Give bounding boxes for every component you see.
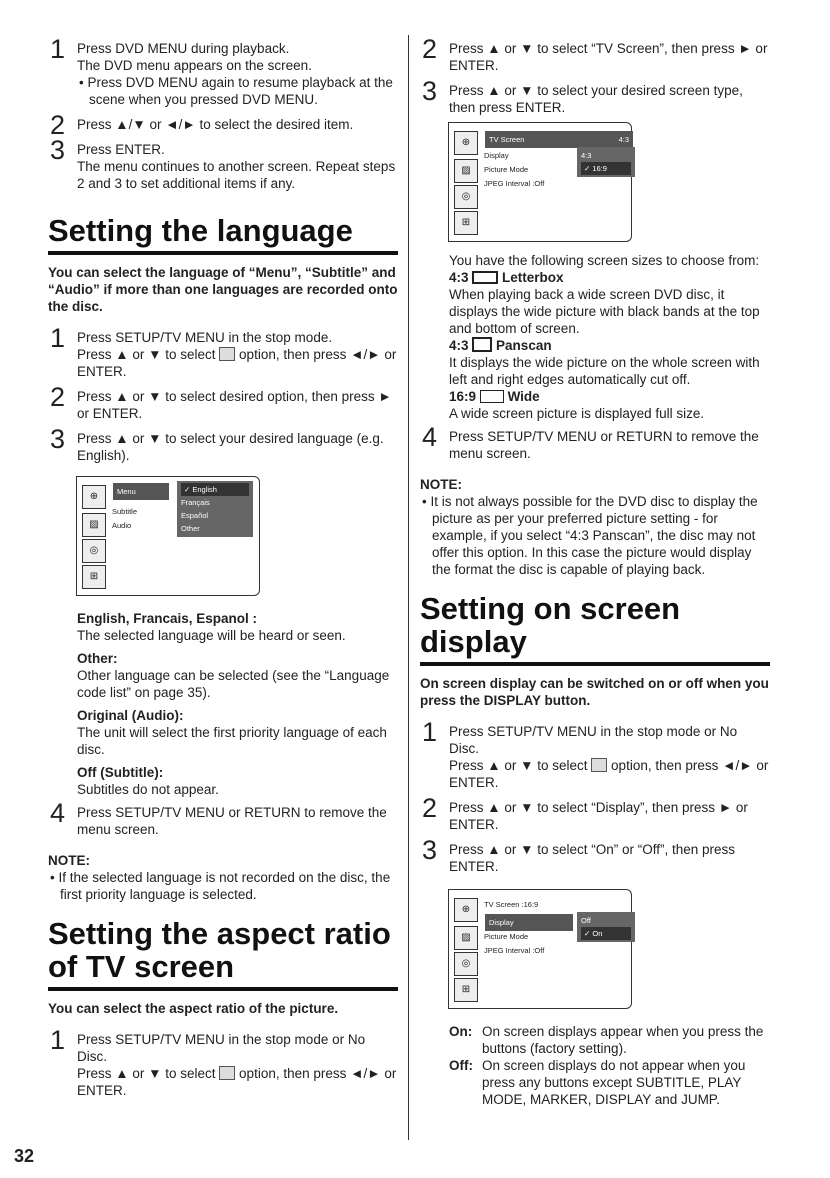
aspect-step-2 xyxy=(420,34,770,74)
term: Original (Audio): xyxy=(77,708,184,723)
step-text-part: option, then press ◄/► or ENTER. xyxy=(77,347,397,379)
sizes-intro: You have the following screen sizes to choose from: xyxy=(449,253,760,268)
section-lead: You can select the aspect ratio of the picture. xyxy=(48,1001,339,1016)
step-text: Press ▲/▼ or ◄/► to select the desired item. xyxy=(77,117,354,132)
note-heading: NOTE: xyxy=(48,853,90,868)
lang-step-1 xyxy=(48,323,398,380)
term-desc: Subtitles do not appear. xyxy=(77,782,219,797)
menu-items-lower xyxy=(484,930,544,958)
menu-items xyxy=(112,505,137,533)
lang-step-2 xyxy=(48,382,398,422)
option-selected: ✓ 16:9 xyxy=(581,162,631,175)
step-text: Press ENTER. xyxy=(77,142,165,157)
option-label: 16:9 xyxy=(592,164,607,173)
size-panscan xyxy=(449,337,770,354)
picture-icon xyxy=(591,758,607,772)
step-number: 1 xyxy=(50,323,66,353)
step-text: Press ▲ or ▼ to select desired option, then press ► or ENTER. xyxy=(77,389,392,421)
menu-item: JPEG Interval :Off xyxy=(484,179,545,188)
right-column xyxy=(420,34,770,1108)
menu-item: TV Screen xyxy=(489,135,525,144)
screen-sizes xyxy=(420,252,770,422)
step-number: 3 xyxy=(50,424,66,454)
aspect-step-1 xyxy=(48,1025,398,1099)
size-name: Letterbox xyxy=(502,270,564,285)
menu-label: Menu xyxy=(117,487,136,496)
aspect-step-4 xyxy=(420,422,770,462)
settings-icon: ⊞ xyxy=(454,978,478,1002)
term-on xyxy=(449,1023,770,1057)
display-row xyxy=(485,914,573,931)
size-wide xyxy=(449,388,770,405)
step-number: 3 xyxy=(422,835,438,865)
term-desc: Other language can be selected (see the “Language code list” on page 35). xyxy=(77,668,390,700)
step-text-part: option, then press ◄/► or ENTER. xyxy=(77,1066,397,1098)
column-divider xyxy=(408,35,409,1140)
step-text: Press ▲ or ▼ to select your desired language (e.g. English). xyxy=(77,431,384,463)
menu-header xyxy=(113,483,169,500)
step-number: 2 xyxy=(422,34,438,64)
display-menu-screen xyxy=(448,889,632,1009)
option-label: On xyxy=(592,929,603,938)
menu-items xyxy=(484,898,538,912)
option-selected: ✓ On xyxy=(581,927,631,940)
note-text: • It is not always possible for the DVD disc to display the picture as per your preferred picture setting - for example, if you select “4:3 Panscan”, the disc may not offer this option. In this case the picture would display the format the disc is capable of playing back. xyxy=(422,494,758,577)
size-desc: When playing back a wide screen DVD disc, it displays the wide picture with black bands at the top and bottom of screen. xyxy=(449,287,760,336)
step-text-part: option, then press ◄/► or ENTER. xyxy=(449,758,769,790)
step-text-part: Press ▲ or ▼ to select xyxy=(449,758,588,773)
settings-icon: ⊞ xyxy=(82,565,106,589)
page-number: 32 xyxy=(14,1146,35,1166)
size-desc: It displays the wide picture on the whole screen with left and right edges automatically cut off. xyxy=(449,355,760,387)
step-number: 2 xyxy=(422,793,438,823)
menu-item: Picture Mode xyxy=(484,165,529,174)
menu-item: Display xyxy=(484,151,509,160)
term-desc: On screen displays do not appear when you press any buttons except SUBTITLE, PLAY MODE, MARKER, DISPLAY and JUMP. xyxy=(482,1058,746,1107)
term-desc: The unit will select the first priority language of each disc. xyxy=(77,725,387,757)
option: 4:3 xyxy=(581,151,592,160)
osd-step-3 xyxy=(420,835,770,875)
menu-item: JPEG Interval :Off xyxy=(484,946,545,955)
step-number: 1 xyxy=(422,717,438,747)
step-text: Press SETUP/TV MENU in the stop mode. xyxy=(77,330,333,345)
section-title-aspect: Setting the aspect ratio of TV screen xyxy=(48,917,398,991)
picture-icon xyxy=(219,1066,235,1080)
term-desc: On screen displays appear when you press the buttons (factory setting). xyxy=(482,1024,764,1056)
aspect-menu-screen xyxy=(448,122,632,242)
option: Français xyxy=(181,498,210,507)
step-number: 2 xyxy=(50,110,66,140)
lang-step-3 xyxy=(48,424,398,464)
step-text: Press SETUP/TV MENU or RETURN to remove the menu screen. xyxy=(77,805,387,837)
menu-items xyxy=(484,149,544,191)
step-text: Press ▲ or ▼ to select “Display”, then press ► or ENTER. xyxy=(449,800,748,832)
osd-step-2 xyxy=(420,793,770,833)
step-text-part: Press ▲ or ▼ to select xyxy=(77,1066,216,1081)
osd-terms xyxy=(420,1023,770,1108)
step-number: 3 xyxy=(422,76,438,106)
section-lead: On screen display can be switched on or off when you press the DISPLAY button. xyxy=(420,676,769,708)
audio-icon: ◎ xyxy=(454,185,478,209)
option: Other xyxy=(181,524,200,533)
step-number: 4 xyxy=(50,798,66,828)
picture-icon: ▨ xyxy=(454,926,478,950)
menu-item: Display xyxy=(489,918,514,927)
aspect-options xyxy=(577,147,635,177)
language-menu-screen xyxy=(76,476,260,596)
section-title-osd: Setting on screen display xyxy=(420,592,770,666)
left-column xyxy=(48,34,398,1107)
lang-step-4 xyxy=(48,798,398,838)
audio-icon: ◎ xyxy=(82,539,106,563)
tv-screen-row xyxy=(485,131,633,148)
option: Off xyxy=(581,916,591,925)
aspect-step-3 xyxy=(420,76,770,116)
globe-icon: ⊕ xyxy=(454,898,478,922)
term: Off (Subtitle): xyxy=(77,765,164,780)
menu-item: Picture Mode xyxy=(484,932,529,941)
panscan-icon xyxy=(472,337,492,352)
size-letterbox xyxy=(449,269,770,286)
step-number: 1 xyxy=(50,1025,66,1055)
term-off xyxy=(449,1057,770,1108)
menu-item: Subtitle xyxy=(112,507,138,516)
step-1 xyxy=(48,34,398,108)
display-options xyxy=(577,912,635,942)
option-label: English xyxy=(192,485,217,494)
step-text: Press SETUP/TV MENU or RETURN to remove the menu screen. xyxy=(449,429,759,461)
size-ratio: 4:3 xyxy=(449,270,469,285)
wide-icon xyxy=(480,390,504,403)
step-text: Press SETUP/TV MENU in the stop mode or No Disc. xyxy=(77,1032,366,1064)
language-options xyxy=(177,481,253,537)
step-number: 3 xyxy=(50,135,66,165)
step-number: 2 xyxy=(50,382,66,412)
menu-item: TV Screen :16:9 xyxy=(484,900,539,909)
globe-icon xyxy=(219,347,235,361)
step-text: Press DVD MENU during playback. xyxy=(77,41,290,56)
section-lead: You can select the language of “Menu”, “Subtitle” and “Audio” if more than one languages are recorded onto the disc. xyxy=(48,265,398,314)
term: On: xyxy=(449,1024,473,1039)
picture-icon: ▨ xyxy=(82,513,106,537)
option-selected: ✓ English xyxy=(181,483,249,496)
size-ratio: 4:3 xyxy=(449,338,469,353)
term: Off: xyxy=(449,1058,473,1073)
step-desc: The DVD menu appears on the screen. xyxy=(77,58,312,73)
step-bullet: • Press DVD MENU again to resume playback at the scene when you pressed DVD MENU. xyxy=(79,75,393,107)
step-desc: The menu continues to another screen. Repeat steps 2 and 3 to set additional items if any. xyxy=(77,159,396,191)
term-desc: The selected language will be heard or seen. xyxy=(77,628,346,643)
globe-icon: ⊕ xyxy=(82,485,106,509)
step-text: Press ▲ or ▼ to select “On” or “Off”, then press ENTER. xyxy=(449,842,736,874)
step-text-select xyxy=(77,346,398,380)
step-2 xyxy=(48,110,398,140)
audio-icon: ◎ xyxy=(454,952,478,976)
picture-icon: ▨ xyxy=(454,159,478,183)
step-number: 1 xyxy=(50,34,66,64)
section-title-language: Setting the language xyxy=(48,214,398,255)
size-name: Panscan xyxy=(496,338,552,353)
step-text: Press ▲ or ▼ to select “TV Screen”, then press ► or ENTER. xyxy=(449,41,768,73)
size-name: Wide xyxy=(507,389,540,404)
term: Other: xyxy=(77,651,118,666)
menu-value: 4:3 xyxy=(618,135,629,144)
term: English, Francais, Espanol : xyxy=(77,611,258,626)
language-terms xyxy=(48,610,398,798)
option: Español xyxy=(181,511,209,520)
letterbox-icon xyxy=(472,271,498,284)
settings-icon: ⊞ xyxy=(454,211,478,235)
step-text: Press ▲ or ▼ to select your desired screen type, then press ENTER. xyxy=(449,83,743,115)
step-number: 4 xyxy=(422,422,438,452)
osd-step-1 xyxy=(420,717,770,791)
size-desc: A wide screen picture is displayed full size. xyxy=(449,406,705,421)
menu-item: Audio xyxy=(112,521,132,530)
step-text-select xyxy=(449,757,770,791)
step-3 xyxy=(48,135,398,192)
step-text: Press SETUP/TV MENU in the stop mode or No Disc. xyxy=(449,724,738,756)
globe-icon: ⊕ xyxy=(454,131,478,155)
note-heading: NOTE: xyxy=(420,477,462,492)
step-text-part: Press ▲ or ▼ to select xyxy=(77,347,216,362)
step-text-select xyxy=(77,1065,398,1099)
note-text: • If the selected language is not recorded on the disc, the first priority language is selected. xyxy=(50,870,391,902)
size-ratio: 16:9 xyxy=(449,389,477,404)
